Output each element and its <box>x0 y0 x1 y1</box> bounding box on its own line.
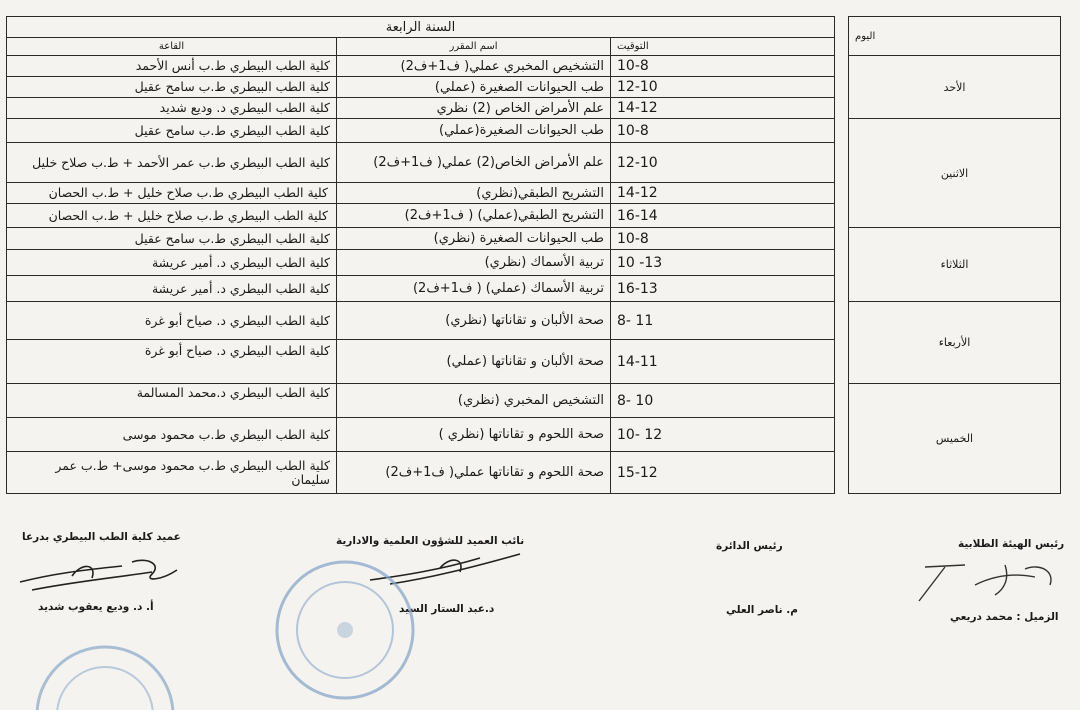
day-header-cell: اليوم <box>849 17 1061 56</box>
hall-cell: كلية الطب البيطري ط.ب سامح عقيل <box>7 228 337 250</box>
course-cell: صحة الألبان و تقاناتها (نظري) <box>337 302 611 340</box>
hall-cell: كلية الطب البيطري د. صياح أبو غرة <box>7 302 337 340</box>
time-cell: 10-8 <box>611 56 835 77</box>
course-cell: صحة الألبان و تقاناتها (عملي) <box>337 340 611 384</box>
dean-title: عميد كلية الطب البيطري بدرعا <box>22 531 181 543</box>
course-cell: تربية الأسماك (نظري) <box>337 250 611 276</box>
course-header: اسم المقرر <box>337 38 611 56</box>
dean-name: أ. د. وديع يعقوب شديد <box>38 601 154 613</box>
gap-cell <box>835 56 849 119</box>
student-head-signature <box>905 555 1065 605</box>
student-head-title: رئيس الهيئة الطلابية <box>958 538 1065 550</box>
dept-head-title: رئيس الدائرة <box>716 540 783 552</box>
hall-cell: كلية الطب البيطري ط.ب سامح عقيل <box>7 119 337 143</box>
hall-cell: كلية الطب البيطري د. صياح أبو غرة <box>7 340 337 384</box>
dept-head-name: م. ناصر العلي <box>726 604 798 616</box>
course-cell: التشريح الطبقي(نظري) <box>337 183 611 204</box>
day-cell-tuesday: الثلاثاء <box>849 228 1061 302</box>
course-cell: طب الحيوانات الصغيرة(عملي) <box>337 119 611 143</box>
course-cell: علم الأمراض الخاص(2) عملي( ف1+ف2) <box>337 143 611 183</box>
schedule-table <box>6 16 1061 494</box>
time-cell: 14-12 <box>611 98 835 119</box>
time-cell: 10-8 <box>611 228 835 250</box>
course-cell: التشخيص المخبري (نظري) <box>337 384 611 418</box>
day-cell-monday: الاثنين <box>849 119 1061 228</box>
hall-cell: كلية الطب البيطري د. أمير عريشة <box>7 276 337 302</box>
course-cell: التشريح الطبقي(عملي) ( ف1+ف2) <box>337 204 611 228</box>
hall-cell: كلية الطب البيطري د. أمير عريشة <box>7 250 337 276</box>
course-cell: علم الأمراض الخاص (2) نظري <box>337 98 611 119</box>
hall-cell: كلية الطب البيطري ط.ب محمود موسى <box>7 418 337 452</box>
time-cell: 12-10 <box>611 77 835 98</box>
time-cell: 8- 11 <box>611 302 835 340</box>
time-cell: 14-11 <box>611 340 835 384</box>
time-cell: 10 -13 <box>611 250 835 276</box>
time-cell: 16-13 <box>611 276 835 302</box>
vice-dean-name: د.عبد الستار السيد <box>399 603 495 615</box>
hall-cell: كلية الطب البيطري د. وديع شديد <box>7 98 337 119</box>
year-title: السنة الرابعة <box>7 17 835 38</box>
gap-cell <box>835 228 849 302</box>
course-cell: صحة اللحوم و تقاناتها عملي( ف1+ف2) <box>337 452 611 494</box>
gap-cell <box>835 119 849 228</box>
gap-cell <box>835 17 849 56</box>
hall-cell: كلية الطب البيطري ط.ب عمر الأحمد + ط.ب صلاح خليل <box>7 143 337 183</box>
vice-dean-title: نائب العميد للشؤون العلمية والادارية <box>336 535 525 547</box>
hall-cell: كلية الطب البيطري ط.ب صلاح خليل + ط.ب الحصان <box>7 204 337 228</box>
time-cell: 12-10 <box>611 143 835 183</box>
day-cell-sunday: الأحد <box>849 56 1061 119</box>
hall-cell: كلية الطب البيطري ط.ب أنس الأحمد <box>7 56 337 77</box>
faculty-stamp-icon <box>30 640 180 710</box>
time-cell: 10-8 <box>611 119 835 143</box>
hall-cell: كلية الطب البيطري ط.ب صلاح خليل + ط.ب الحصان <box>7 183 337 204</box>
time-cell: 16-14 <box>611 204 835 228</box>
time-header: التوقيت <box>611 38 835 56</box>
course-cell: طب الحيوانات الصغيرة (نظري) <box>337 228 611 250</box>
gap-cell <box>835 384 849 494</box>
course-cell: طب الحيوانات الصغيرة (عملي) <box>337 77 611 98</box>
student-head-name: الزميل : محمد دريعي <box>950 611 1059 623</box>
hall-cell: كلية الطب البيطري ط.ب سامح عقيل <box>7 77 337 98</box>
course-cell: تربية الأسماك (عملي) ( ف1+ف2) <box>337 276 611 302</box>
day-cell-thursday: الخميس <box>849 384 1061 494</box>
dean-signature <box>12 552 192 597</box>
course-cell: التشخيص المخبري عملي( ف1+ف2) <box>337 56 611 77</box>
time-cell: 15-12 <box>611 452 835 494</box>
course-cell: صحة اللحوم و تقاناتها (نظري ) <box>337 418 611 452</box>
hall-header: القاعة <box>7 38 337 56</box>
time-cell: 14-12 <box>611 183 835 204</box>
hall-cell: كلية الطب البيطري د.محمد المسالمة <box>7 384 337 418</box>
hall-cell: كلية الطب البيطري ط.ب محمود موسى+ ط.ب عمر سليمان <box>7 452 337 494</box>
time-cell: 8- 10 <box>611 384 835 418</box>
gap-cell <box>835 302 849 384</box>
day-cell-wednesday: الأربعاء <box>849 302 1061 384</box>
time-cell: 10- 12 <box>611 418 835 452</box>
official-stamp-icon <box>270 555 420 705</box>
